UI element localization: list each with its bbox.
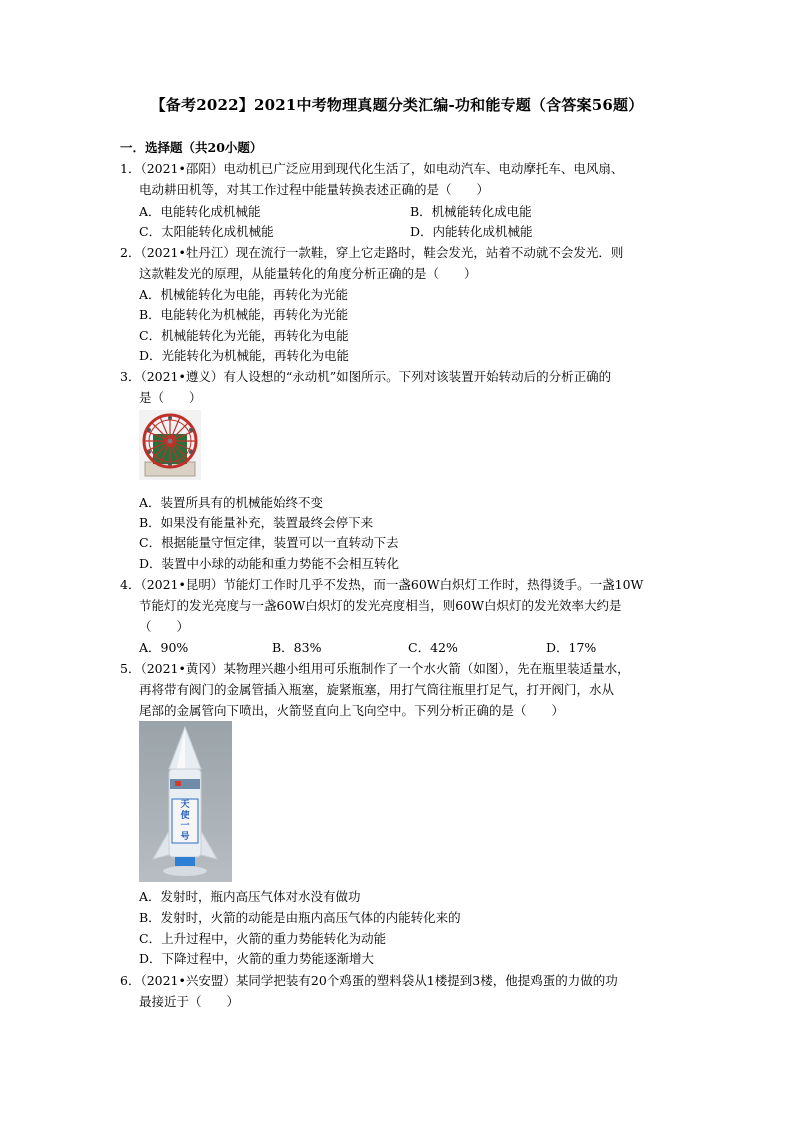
rocket-label-text [176,800,194,842]
rocket-label-char: 一 [180,821,190,831]
q6-line1: 6．（2021•兴安盟）某同学把装有20个鸡蛋的塑料袋从1楼提到3楼，他提鸡蛋的力做的功 [120,973,618,988]
q2-option-b: B．电能转化为机械能，再转化为光能 [139,307,349,322]
q4-option-b: B．83% [272,640,322,655]
q5-option-b: B．发射时，火箭的动能是由瓶内高压气体的内能转化来的 [139,910,461,925]
rocket-label-char: 使 [180,810,190,821]
water-rocket-image [139,721,232,882]
q4-option-d: D．17% [546,640,597,655]
q1-option-a: A．电能转化成机械能 [139,204,261,219]
q4-line3: （ ） [139,619,190,634]
rocket-label-char: 号 [180,831,190,842]
q5-line3: 尾部的金属管向下喷出，火箭竖直向上飞向空中。下列分析正确的是（ ） [139,703,565,718]
q1-option-d: D．内能转化成机械能 [410,224,533,239]
q5-option-d: D．下降过程中，火箭的重力势能逐渐增大 [139,951,375,966]
q4-option-c: C．42% [408,640,458,655]
perpetual-motion-wheel-image [139,410,201,480]
q3-option-d: D．装置中小球的动能和重力势能不会相互转化 [139,556,400,571]
q2-option-c: C．机械能转化为光能，再转化为电能 [139,328,349,343]
q3-option-a: A．装置所具有的机械能始终不变 [139,495,324,510]
q4-option-a: A．90% [139,640,189,655]
q2-line1: 2．（2021•牡丹江）现在流行一款鞋，穿上它走路时，鞋会发光，站着不动就不会发光．则 [120,245,624,260]
q5-line1: 5．（2021•黄冈）某物理兴趣小组用可乐瓶制作了一个水火箭（如图），先在瓶里装适量水， [120,661,630,676]
q2-option-a: A．机械能转化为电能，再转化为光能 [139,287,349,302]
q1-option-c: C．太阳能转化成机械能 [139,224,274,239]
q4-line2: 节能灯的发光亮度与一盏60W白炽灯的发光亮度相当，则60W白炽灯的发光效率大约是 [139,598,622,613]
q3-line2: 是（ ） [139,390,202,405]
q1-line2: 电动耕田机等，对其工作过程中能量转换表述正确的是（ ） [139,182,490,197]
document-title: 【备考2022】2021中考物理真题分类汇编-功和能专题（含答案56题） [150,96,644,114]
q4-line1: 4．（2021•昆明）节能灯工作时几乎不发热，而一盏60W白炽灯工作时，热得烫手。一盏10W [120,577,644,592]
section-heading: 一．选择题（共20小题） [120,140,263,155]
q2-line2: 这款鞋发光的原理，从能量转化的角度分析正确的是（ ） [139,266,477,281]
q5-option-c: C．上升过程中，火箭的重力势能转化为动能 [139,931,387,946]
rocket-label-char: 天 [180,800,190,810]
q3-option-b: B．如果没有能量补充，装置最终会停下来 [139,515,374,530]
q3-line1: 3．（2021•遵义）有人设想的“永动机”如图所示。下列对该装置开始转动后的分析正确的 [120,369,612,384]
q6-line2: 最接近于（ ） [139,994,240,1009]
q5-option-a: A．发射时，瓶内高压气体对水没有做功 [139,889,361,904]
q3-option-c: C．根据能量守恒定律，装置可以一直转动下去 [139,535,399,550]
q1-line1: 1．（2021•邵阳）电动机已广泛应用到现代化生活了，如电动汽车、电动摩托车、电风扇、 [120,161,624,176]
q2-option-d: D．光能转化为机械能，再转化为电能 [139,348,350,363]
q1-option-b: B．机械能转化成电能 [410,204,532,219]
q5-line2: 再将带有阀门的金属管插入瓶塞，旋紧瓶塞，用打气筒往瓶里打足气，打开阀门，水从 [139,682,615,697]
